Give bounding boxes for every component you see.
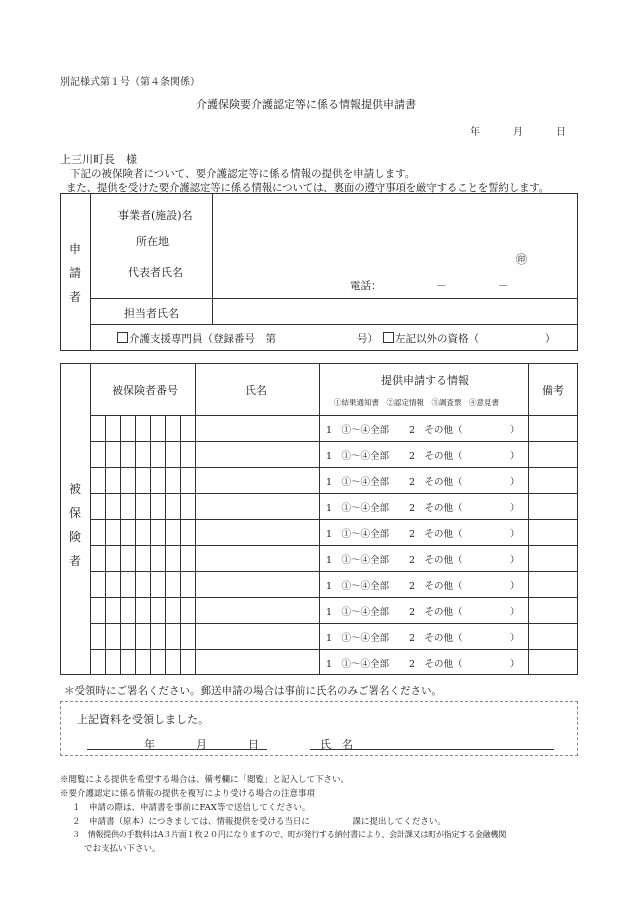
other-qualification-option[interactable] (383, 331, 479, 346)
addressee: 上三川町長 様 (60, 153, 137, 166)
note-item-2: ２ 申請書（原本）につきましては、情報提供を受ける当日に 課に提出してください。 (72, 817, 446, 827)
note-item-1: １ 申請の際は、申請書を事前にFAX等で送信してください。 (72, 803, 311, 813)
signature-note: ＊受領時にご署名ください。郵送申請の場合は事前に氏名のみご署名ください。 (64, 685, 442, 697)
row-option-other: 2 その他（ (409, 451, 463, 462)
row-option-other: 2 その他（ (409, 477, 463, 488)
note-item-3: ３ 情報提供の手数料はA３片面１枚２０円になりますので、町が発行する納付書により、会計課又は町が指定する金融機関 (72, 829, 507, 839)
row-option-all: 1 ①～④全部 (326, 607, 390, 618)
person-in-charge-label: 担当者氏名 (124, 307, 179, 320)
receipt-month-label: 月 (196, 738, 207, 751)
business-name-label: 事業者(施設)名 (118, 209, 193, 222)
row-option-close: ） (510, 555, 520, 566)
row-option-close: ） (510, 425, 520, 436)
date-year-label: 年 (470, 127, 480, 138)
row-option-close: ） (510, 633, 520, 644)
note-browsing: ※閲覧による提供を希望する場合は、備考欄に「閲覧」と記入して下さい。 (60, 775, 350, 785)
other-qualification-label: 左記以外の資格（ (395, 333, 479, 345)
note-item-3-cont: でお支払い下さい。 (84, 844, 161, 854)
insured-side-char: 保 (68, 506, 81, 520)
row-option-all: 1 ①～④全部 (326, 425, 390, 436)
row-option-close: ） (510, 503, 520, 514)
col-name: 氏名 (245, 384, 267, 397)
care-manager-option[interactable] (117, 331, 276, 346)
row-option-all: 1 ①～④全部 (326, 529, 390, 540)
receipt-name-label: 氏 名 (320, 738, 353, 751)
row-option-other: 2 その他（ (409, 607, 463, 618)
row-option-other: 2 その他（ (409, 503, 463, 514)
col-info: 提供申請する情報 (381, 374, 469, 387)
receipt-date-line (87, 749, 267, 750)
col-remarks: 備考 (542, 384, 564, 397)
form-number: 別記様式第１号（第４条関係） (60, 77, 200, 88)
row-option-close: ） (510, 451, 520, 462)
receipt-day-label: 日 (248, 738, 259, 751)
row-option-other: 2 その他（ (409, 633, 463, 644)
row-option-other: 2 その他（ (409, 425, 463, 436)
receipt-name-line (310, 749, 554, 750)
receipt-year-label: 年 (144, 738, 155, 751)
row-option-all: 1 ①～④全部 (326, 477, 390, 488)
phone-dash: － (498, 280, 509, 292)
intro-line-1: 下記の被保険者について、要介護認定等に係る情報の提供を申請します。 (70, 168, 416, 180)
row-option-other: 2 その他（ (409, 581, 463, 592)
row-option-other: 2 その他（ (409, 555, 463, 566)
applicant-side-char: 者 (68, 290, 81, 304)
seal-mark: ㊞ (516, 253, 527, 266)
row-option-close: ） (510, 529, 520, 540)
phone-dash: － (436, 280, 447, 292)
representative-label: 代表者氏名 (128, 266, 183, 279)
row-option-other: 2 その他（ (409, 659, 463, 670)
date-day-label: 日 (556, 127, 566, 138)
applicant-side-char: 申 (68, 242, 81, 256)
row-option-all: 1 ①～④全部 (326, 581, 390, 592)
row-option-close: ） (510, 607, 520, 618)
row-option-close: ） (510, 659, 520, 670)
row-option-all: 1 ①～④全部 (326, 633, 390, 644)
row-option-all: 1 ①～④全部 (326, 659, 390, 670)
note-copy-heading: ※要介護認定に係る情報の提供を複写により受ける場合の注意事項 (60, 789, 316, 799)
receipt-box (60, 701, 578, 756)
insured-side-char: 険 (68, 530, 81, 544)
col-info-sub: ①結果通知書 ②認定情報 ③調査票 ④意見書 (334, 398, 499, 407)
other-qualification-close: ） (545, 333, 556, 345)
date-month-label: 月 (513, 127, 523, 138)
row-option-other: 2 その他（ (409, 529, 463, 540)
received-text: 上記資料を受領しました。 (77, 713, 209, 726)
care-manager-suffix: 号） (357, 333, 378, 345)
phone-label: 電話： (350, 280, 382, 292)
applicant-side-char: 請 (68, 266, 81, 280)
insured-side-char: 者 (68, 554, 81, 568)
other-qualification-checkbox[interactable] (383, 332, 394, 343)
row-option-close: ） (510, 581, 520, 592)
row-option-all: 1 ①～④全部 (326, 503, 390, 514)
form-title: 介護保険要介護認定等に係る情報提供申請書 (196, 98, 416, 111)
address-label: 所在地 (136, 235, 169, 248)
care-manager-label: 介護支援専門員（登録番号 第 (129, 333, 276, 345)
row-option-all: 1 ①～④全部 (326, 555, 390, 566)
col-insured-number: 被保険者番号 (112, 384, 178, 397)
intro-line-2: また、提供を受けた要介護認定等に係る情報については、裏面の遵守事項を厳守することを誓約します。 (66, 182, 550, 194)
row-option-close: ） (510, 477, 520, 488)
care-manager-checkbox[interactable] (117, 332, 128, 343)
insured-side-char: 被 (68, 482, 81, 496)
row-option-all: 1 ①～④全部 (326, 451, 390, 462)
